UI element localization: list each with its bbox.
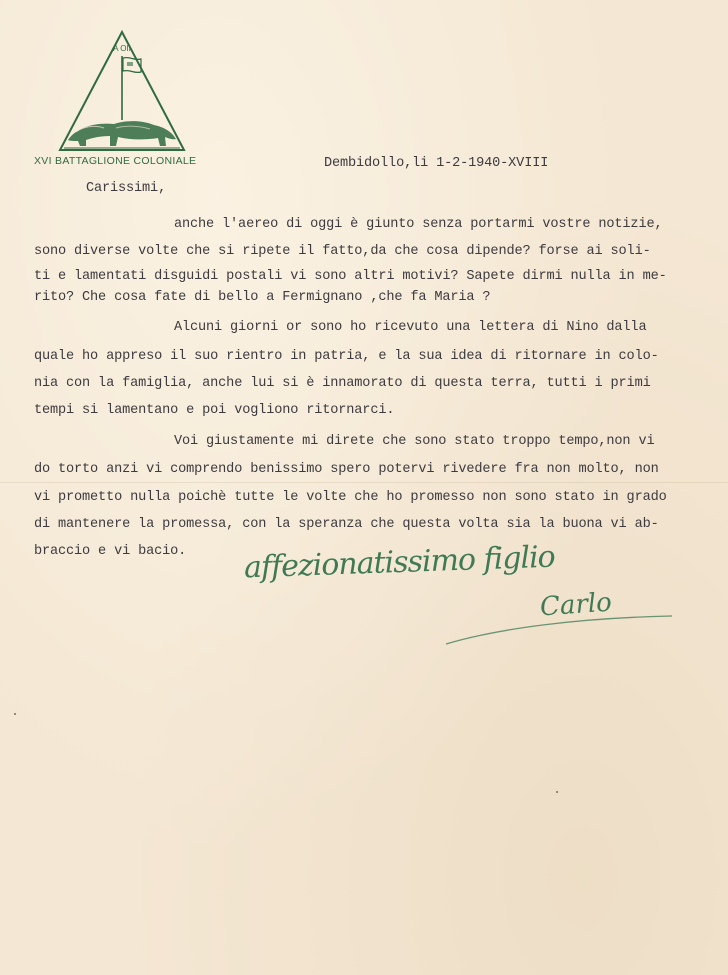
signature-flourish-icon <box>440 600 680 650</box>
body-line: ti e lamentati disguidi postali vi sono altri motivi? Sapete dirmi nulla in me- <box>34 269 667 284</box>
body-line: nia con la famiglia, anche lui si è innamorato di questa terra, tutti i primi <box>34 376 651 391</box>
paper-speck <box>14 713 16 715</box>
body-line: Voi giustamente mi direte che sono stato troppo tempo,non vi <box>174 434 655 449</box>
body-line: Alcuni giorni or sono ho ricevuto una lettera di Nino dalla <box>174 320 647 335</box>
paper-fold-line <box>0 482 728 483</box>
body-line: braccio e vi bacio. <box>34 544 187 559</box>
body-line: quale ho appreso il suo rientro in patria, e la sua idea di ritornare in colo- <box>34 349 659 364</box>
body-line: anche l'aereo di oggi è giunto senza portarmi vostre notizie, <box>174 217 663 232</box>
letterhead-unit-name: XVI BATTAGLIONE COLONIALE <box>34 155 197 167</box>
salutation: Carissimi, <box>86 181 167 196</box>
signature-closing: affezionatissimo figlio <box>243 539 556 586</box>
body-line: rito? Che cosa fate di bello a Fermignano ,che fa Maria ? <box>34 290 491 305</box>
signature-name: Carlo <box>539 587 613 623</box>
body-line: vi prometto nulla poichè tutte le volte che ho promesso non sono stato in grado <box>34 490 667 505</box>
body-line: di mantenere la promessa, con la speranza che questa volta sia la buona vi ab- <box>34 517 659 532</box>
body-line: sono diverse volte che si ripete il fatto,da che cosa dipende? forse ai soli- <box>34 244 651 259</box>
body-line: tempi si lamentano e poi vogliono ritornarci. <box>34 403 395 418</box>
paper-speck <box>556 791 558 793</box>
body-line: do torto anzi vi comprendo benissimo spero potervi rivedere fra non molto, non <box>34 462 659 477</box>
triangle-emblem-with-flag-and-lion-icon <box>56 28 188 156</box>
date-line: Dembidollo,li 1-2-1940-XVIII <box>324 156 549 171</box>
logo-text: A OII <box>113 44 131 53</box>
